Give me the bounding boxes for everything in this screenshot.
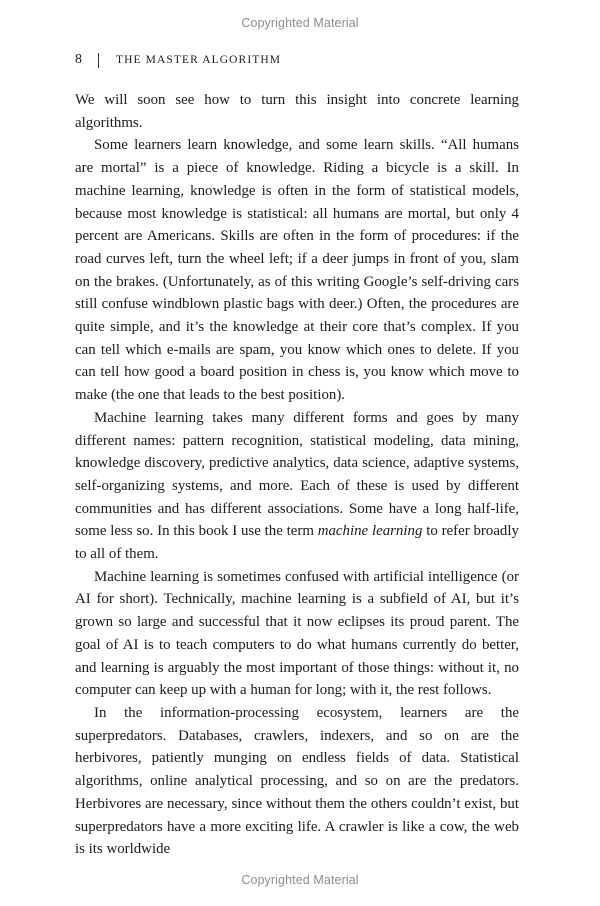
emphasized-term: machine learning — [317, 523, 423, 540]
copyright-watermark-bottom: Copyrighted Material — [241, 873, 359, 887]
paragraph-text: Machine learning takes many different forms and goes by many different names: pattern recognition, statistical modeling, data mining, knowledge discovery, predictive analytics, data science, adaptive systems, self-organizing systems, and more. Each of these is used by different communities and has different associations. Some have a long half-life, some less so. In this book I use the term — [75, 409, 519, 540]
page-number: 8 — [75, 52, 82, 67]
running-head-divider — [98, 53, 99, 68]
book-title: THE MASTER ALGORITHM — [116, 54, 282, 66]
running-head — [75, 50, 525, 70]
paragraph-ecosystem: In the information-processing ecosystem, learners are the superpredators. Databases, crawlers, indexers, and so on are the herbivores, patiently munging on endless fields of data. Statistical algorithms, online analytical processing, and so on are the predators. Herbivores are necessary, since without them the others couldn’t exist, but superpredators have a more exciting life. A crawler is like a cow, the web is its worldwide — [75, 704, 519, 858]
paragraph-knowledge-skills: Some learners learn knowledge, and some learn skills. “All humans are mortal” is a piece of knowledge. Riding a bicycle is a skill. In machine learning, knowledge is often in the form of statistical models, because most knowledge is statistical: all humans are mortal, but only 4 percent are Americans. Skills are often in the form of procedures: if the road curves left, turn the wheel left; if a deer jumps in front of you, slam on the brakes. (Unfortunately, as of this writing Google’s self-driving cars still confuse windblown plastic bags with deer.) Often, the procedures are quite simple, and it’s the knowledge at their core that’s complex. If you can tell which e-mails are spam, you know which ones to delete. If you can tell how good a board position in chess is, you know which move to make (the one that leads to the best position). — [75, 137, 519, 404]
paragraph-ml-vs-ai: Machine learning is sometimes confused with artificial intelligence (or AI for short). Technically, machine learning is a subfield of AI, but it’s grown so large and successful that it now eclipses its proud parent. The goal of AI is to teach computers to do what humans currently do better, and learning is arguably the most important of those things: without it, no computer can keep up with a human for long; with it, the rest follows. — [75, 568, 519, 699]
copyright-watermark-top: Copyrighted Material — [241, 16, 359, 30]
paragraph-different-names — [75, 407, 519, 566]
body-text — [75, 89, 519, 861]
paragraph-continuation: We will soon see how to turn this insight into concrete learning algorithms. — [75, 92, 519, 131]
paragraph-text: to refer broadly to all of them. — [75, 523, 519, 563]
